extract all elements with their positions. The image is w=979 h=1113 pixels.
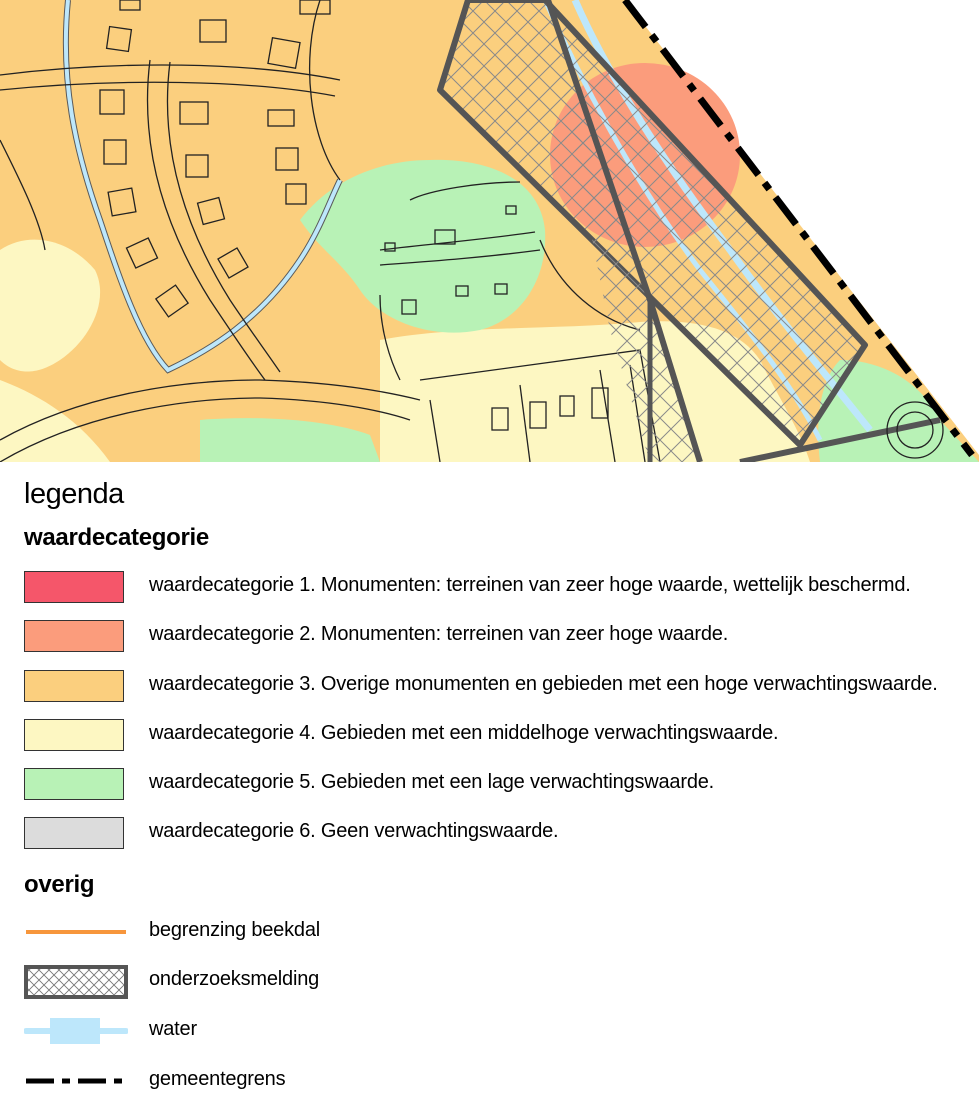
- orange-line-icon: [24, 916, 128, 950]
- crosshatch-box-icon: [24, 965, 128, 999]
- legend-item-category-6: [24, 817, 964, 849]
- category-3-swatch: [24, 670, 124, 702]
- section-title-value-category: waardecategorie: [24, 524, 209, 551]
- category-5-label: waardecategorie 5. Gebieden met een lage verwachtingswaarde.: [149, 771, 715, 793]
- section-title-other: overig: [24, 871, 95, 898]
- legend-item-category-4: [24, 719, 964, 751]
- category-6-label: waardecategorie 6. Geen verwachtingswaarde.: [149, 820, 559, 842]
- dash-dot-line-icon: [24, 1065, 128, 1099]
- map-view[interactable]: [0, 0, 979, 462]
- category-5-swatch: [24, 768, 124, 800]
- water-label: water: [149, 1018, 197, 1040]
- category-2-label: waardecategorie 2. Monumenten: terreinen van zeer hoge waarde.: [149, 623, 729, 645]
- legend-panel: [0, 462, 979, 1113]
- legend-title: legenda: [24, 478, 124, 510]
- legend-item-water: [24, 1015, 964, 1047]
- category-4-label: waardecategorie 4. Gebieden met een middelhoge verwachtingswaarde.: [149, 722, 779, 744]
- legend-item-research-notice: [24, 965, 964, 997]
- category-1-label: waardecategorie 1. Monumenten: terreinen van zeer hoge waarde, wettelijk beschermd.: [149, 574, 911, 596]
- water-icon: [24, 1015, 128, 1049]
- map-canvas: [0, 0, 979, 462]
- stream-valley-boundary-label: begrenzing beekdal: [149, 919, 320, 941]
- category-6-swatch: [24, 817, 124, 849]
- legend-item-category-2: [24, 620, 964, 652]
- category-2-swatch: [24, 620, 124, 652]
- legend-item-category-5: [24, 768, 964, 800]
- legend-item-category-1: [24, 571, 964, 603]
- legend-item-stream-valley-boundary: [24, 916, 964, 948]
- legend-item-category-3: [24, 670, 964, 702]
- category-4-swatch: [24, 719, 124, 751]
- category-3-label: waardecategorie 3. Overige monumenten en gebieden met een hoge verwachtingswaarde.: [149, 673, 938, 695]
- municipality-border-label: gemeentegrens: [149, 1068, 286, 1090]
- legend-item-municipality-border: [24, 1065, 964, 1097]
- research-notice-label: onderzoeksmelding: [149, 968, 320, 990]
- category-1-swatch: [24, 571, 124, 603]
